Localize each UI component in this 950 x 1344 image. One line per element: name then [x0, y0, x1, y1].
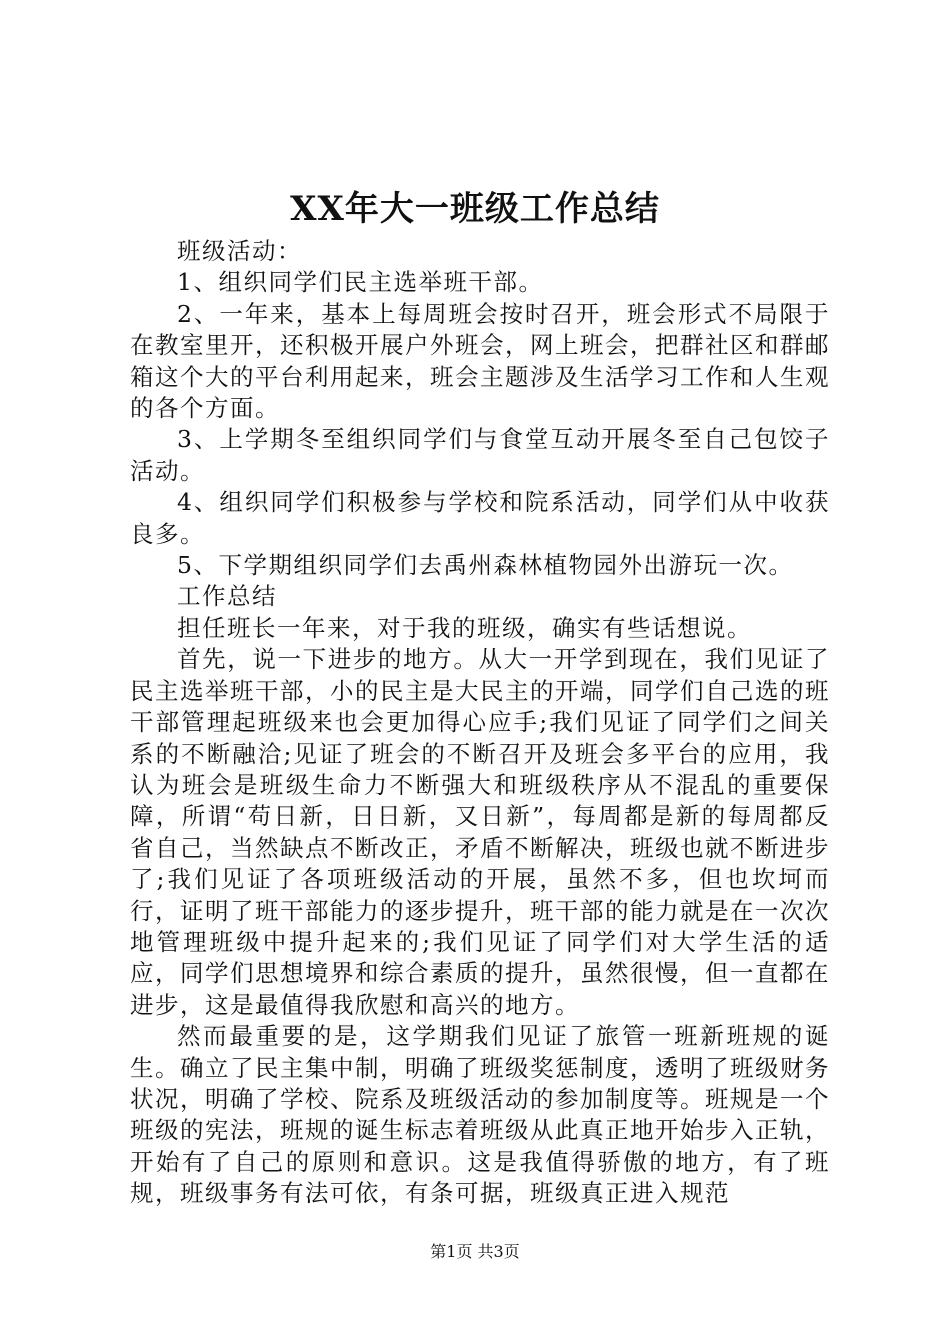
- paragraph-summary-heading: 工作总结: [177, 582, 277, 611]
- paragraph-progress: 首先，说一下进步的地方。从大一开学到现在，我们见证了民主选举班干部，小的民主是大民主的开端，同学们自己选的班干部管理起班级来也会更加得心应手;我们见证了同学们之间关系的不断融洽;见证了班会的不断召开及班会多平台的应用，我认为班会是班级生命力不断强大和班级秩序从不混乱的重要保障，所谓“苟日新，日日新，又日新”，每周都是新的每周都反省自己，当然缺点不断改正，矛盾不断解决，班级也就不断进步了;我们见证了各项班级活动的开展，虽然不多，但也坎坷而行，证明了班干部能力的逐步提升，班干部的能力就是在一次次地管理班级中提升起来的;我们见证了同学们对大学生活的适应，同学们思想境界和综合素质的提升，虽然很慢，但一直都在进步，这是最值得我欣慰和高兴的地方。: [130, 645, 830, 1019]
- paragraph-class-rules: 然而最重要的是，这学期我们见证了旅管一班新班规的诞生。确立了民主集中制，明确了班级奖惩制度，透明了班级财务状况，明确了学校、院系及班级活动的参加制度等。班规是一个班级的宪法，班规的诞生标志着班级从此真正地开始步入正轨，开始有了自己的原则和意识。这是我值得骄傲的地方，有了班规，班级事务有法可依，有条可据，班级真正进入规范: [130, 1022, 830, 1208]
- paragraph-item-3: 3、上学期冬至组织同学们与食堂互动开展冬至自己包饺子活动。: [130, 425, 830, 485]
- document-title: XX年大一班级工作总结: [290, 189, 660, 229]
- document-body: [130, 236, 830, 1210]
- paragraph-intro: 担任班长一年来，对于我的班级，确实有些话想说。: [177, 613, 752, 642]
- page-footer: 第1页 共3页: [430, 1242, 520, 1261]
- paragraph-item-1: 1、组织同学们民主选举班干部。: [177, 268, 544, 297]
- paragraph-item-4: 4、组织同学们积极参与学校和院系活动，同学们从中收获良多。: [130, 488, 830, 548]
- paragraph-activities-heading: 班级活动：: [177, 237, 302, 265]
- paragraph-item-5: 5、下学期组织同学们去禹州森林植物园外出游玩一次。: [177, 551, 794, 580]
- paragraph-item-2: 2、一年来，基本上每周班会按时召开，班会形式不局限于在教室里开，还积极开展户外班会，网上班会，把群社区和群邮箱这个大的平台利用起来，班会主题涉及生活学习工作和人生观的各个方面。: [130, 299, 830, 423]
